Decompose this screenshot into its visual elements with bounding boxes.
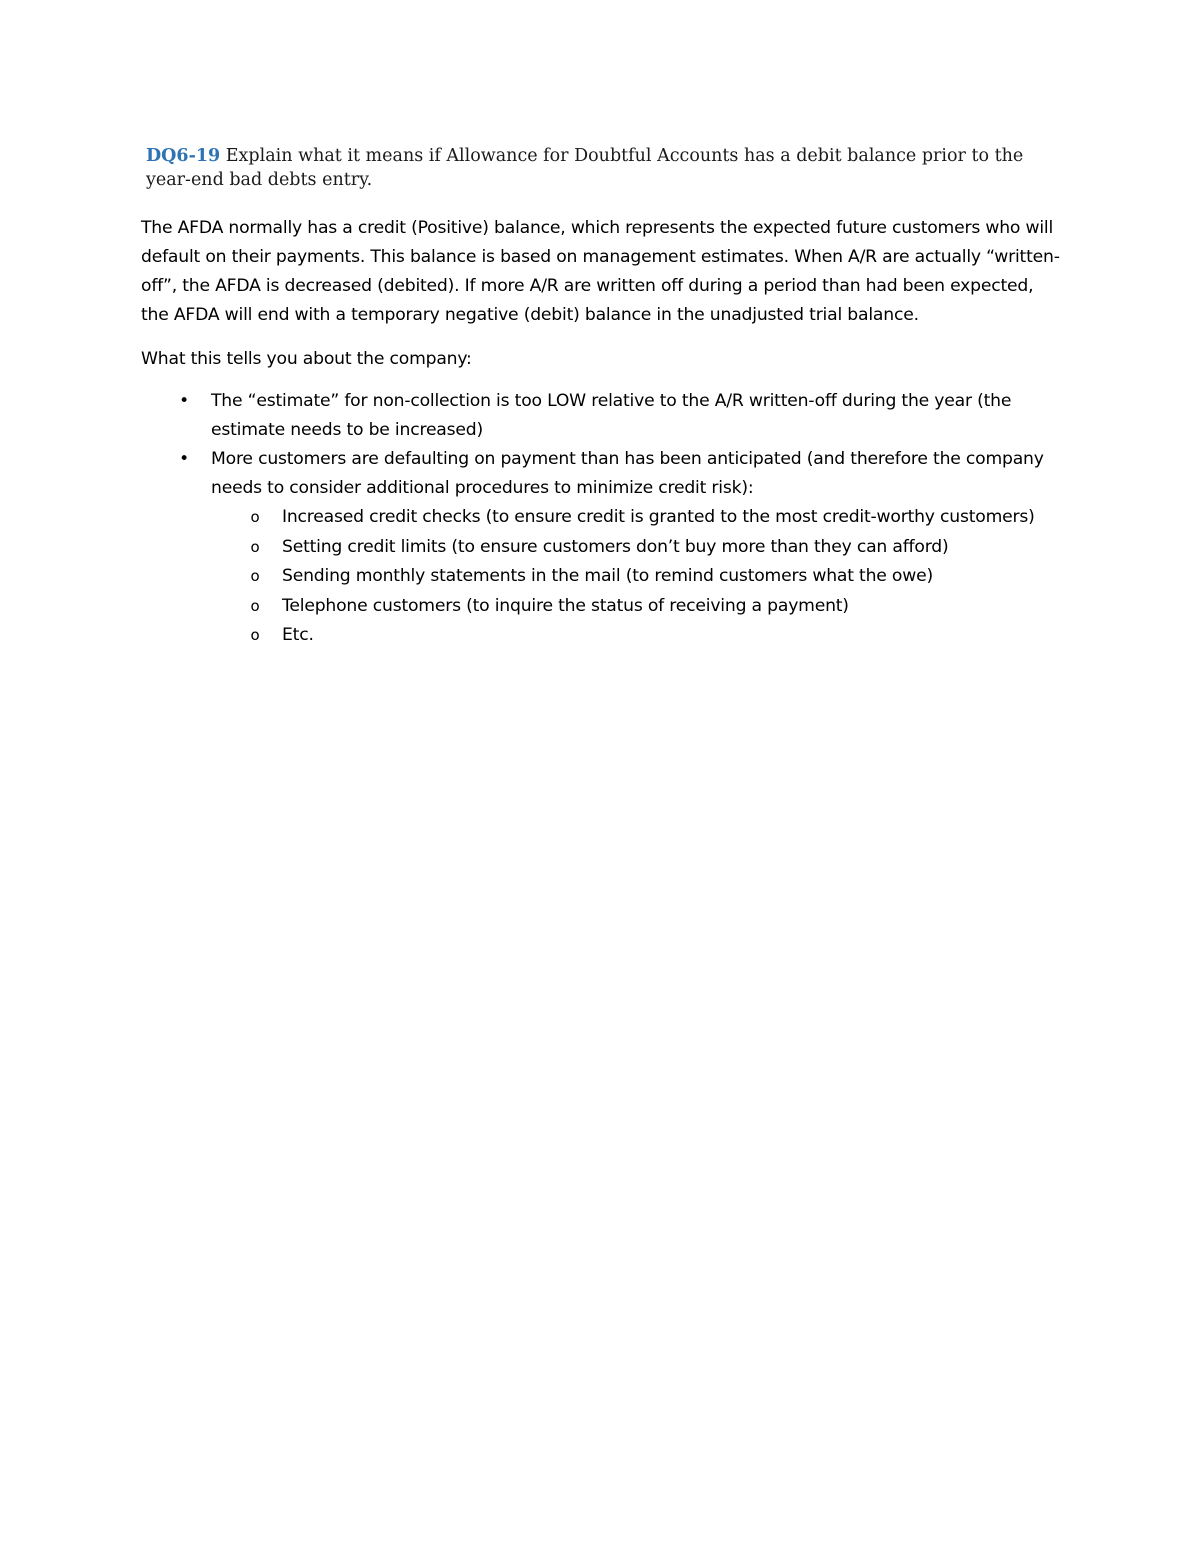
sub-bullet-text: Increased credit checks (to ensure credit is granted to the most credit-worthy customers) <box>282 507 1035 527</box>
bullet-list <box>141 387 1066 503</box>
sub-bullet-icon: o <box>250 596 260 615</box>
sub-list-wrapper <box>211 503 1066 651</box>
sub-bullet-text: Sending monthly statements in the mail (to remind customers what the owe) <box>282 566 933 586</box>
bullet-item <box>141 387 1066 445</box>
question-text: Explain what it means if Allowance for Doubtful Accounts has a debit balance prior to the year-end bad debts entry. <box>146 146 1024 190</box>
sub-bullet-item <box>211 621 1066 651</box>
sub-bullet-text: Setting credit limits (to ensure customers don’t buy more than they can afford) <box>282 536 949 557</box>
question-id: DQ6-19 <box>146 146 221 166</box>
sub-bullet-item <box>211 503 1066 533</box>
document-content <box>141 144 1066 651</box>
bullet-item <box>141 445 1066 503</box>
sub-bullet-list <box>211 503 1066 651</box>
answer-paragraph: The AFDA normally has a credit (Positive) balance, which represents the expected future customers who will default on their payments. This balance is based on management estimates. When A/R are actually “written-off”, the AFDA is decreased (debited). If more A/R are written off during a period than had been expected, the AFDA will end with a temporary negative (debit) balance in the unadjusted trial balance. <box>141 218 1060 325</box>
sub-bullet-item <box>211 562 1066 592</box>
sub-bullet-text: Telephone customers (to inquire the status of receiving a payment) <box>282 595 849 616</box>
bullet-text: More customers are defaulting on payment than has been anticipated (and therefore the company needs to consider additional procedures to minimize credit risk): <box>211 449 1044 498</box>
answer-lead: What this tells you about the company: <box>141 349 472 369</box>
sub-bullet-icon: o <box>250 626 260 644</box>
sub-bullet-icon: o <box>250 508 260 526</box>
bullet-icon: • <box>179 449 189 469</box>
bullet-icon: • <box>179 391 189 411</box>
sub-bullet-item <box>211 533 1066 563</box>
question-heading <box>146 144 1066 192</box>
sub-bullet-item <box>211 592 1066 622</box>
bullet-text: The “estimate” for non-collection is too LOW relative to the A/R written-off during the year (the estimate needs to be increased) <box>211 391 1012 440</box>
sub-bullet-text: Etc. <box>282 625 314 645</box>
sub-bullet-icon: o <box>250 537 260 556</box>
sub-bullet-container <box>211 503 1066 651</box>
sub-bullet-icon: o <box>250 567 260 585</box>
